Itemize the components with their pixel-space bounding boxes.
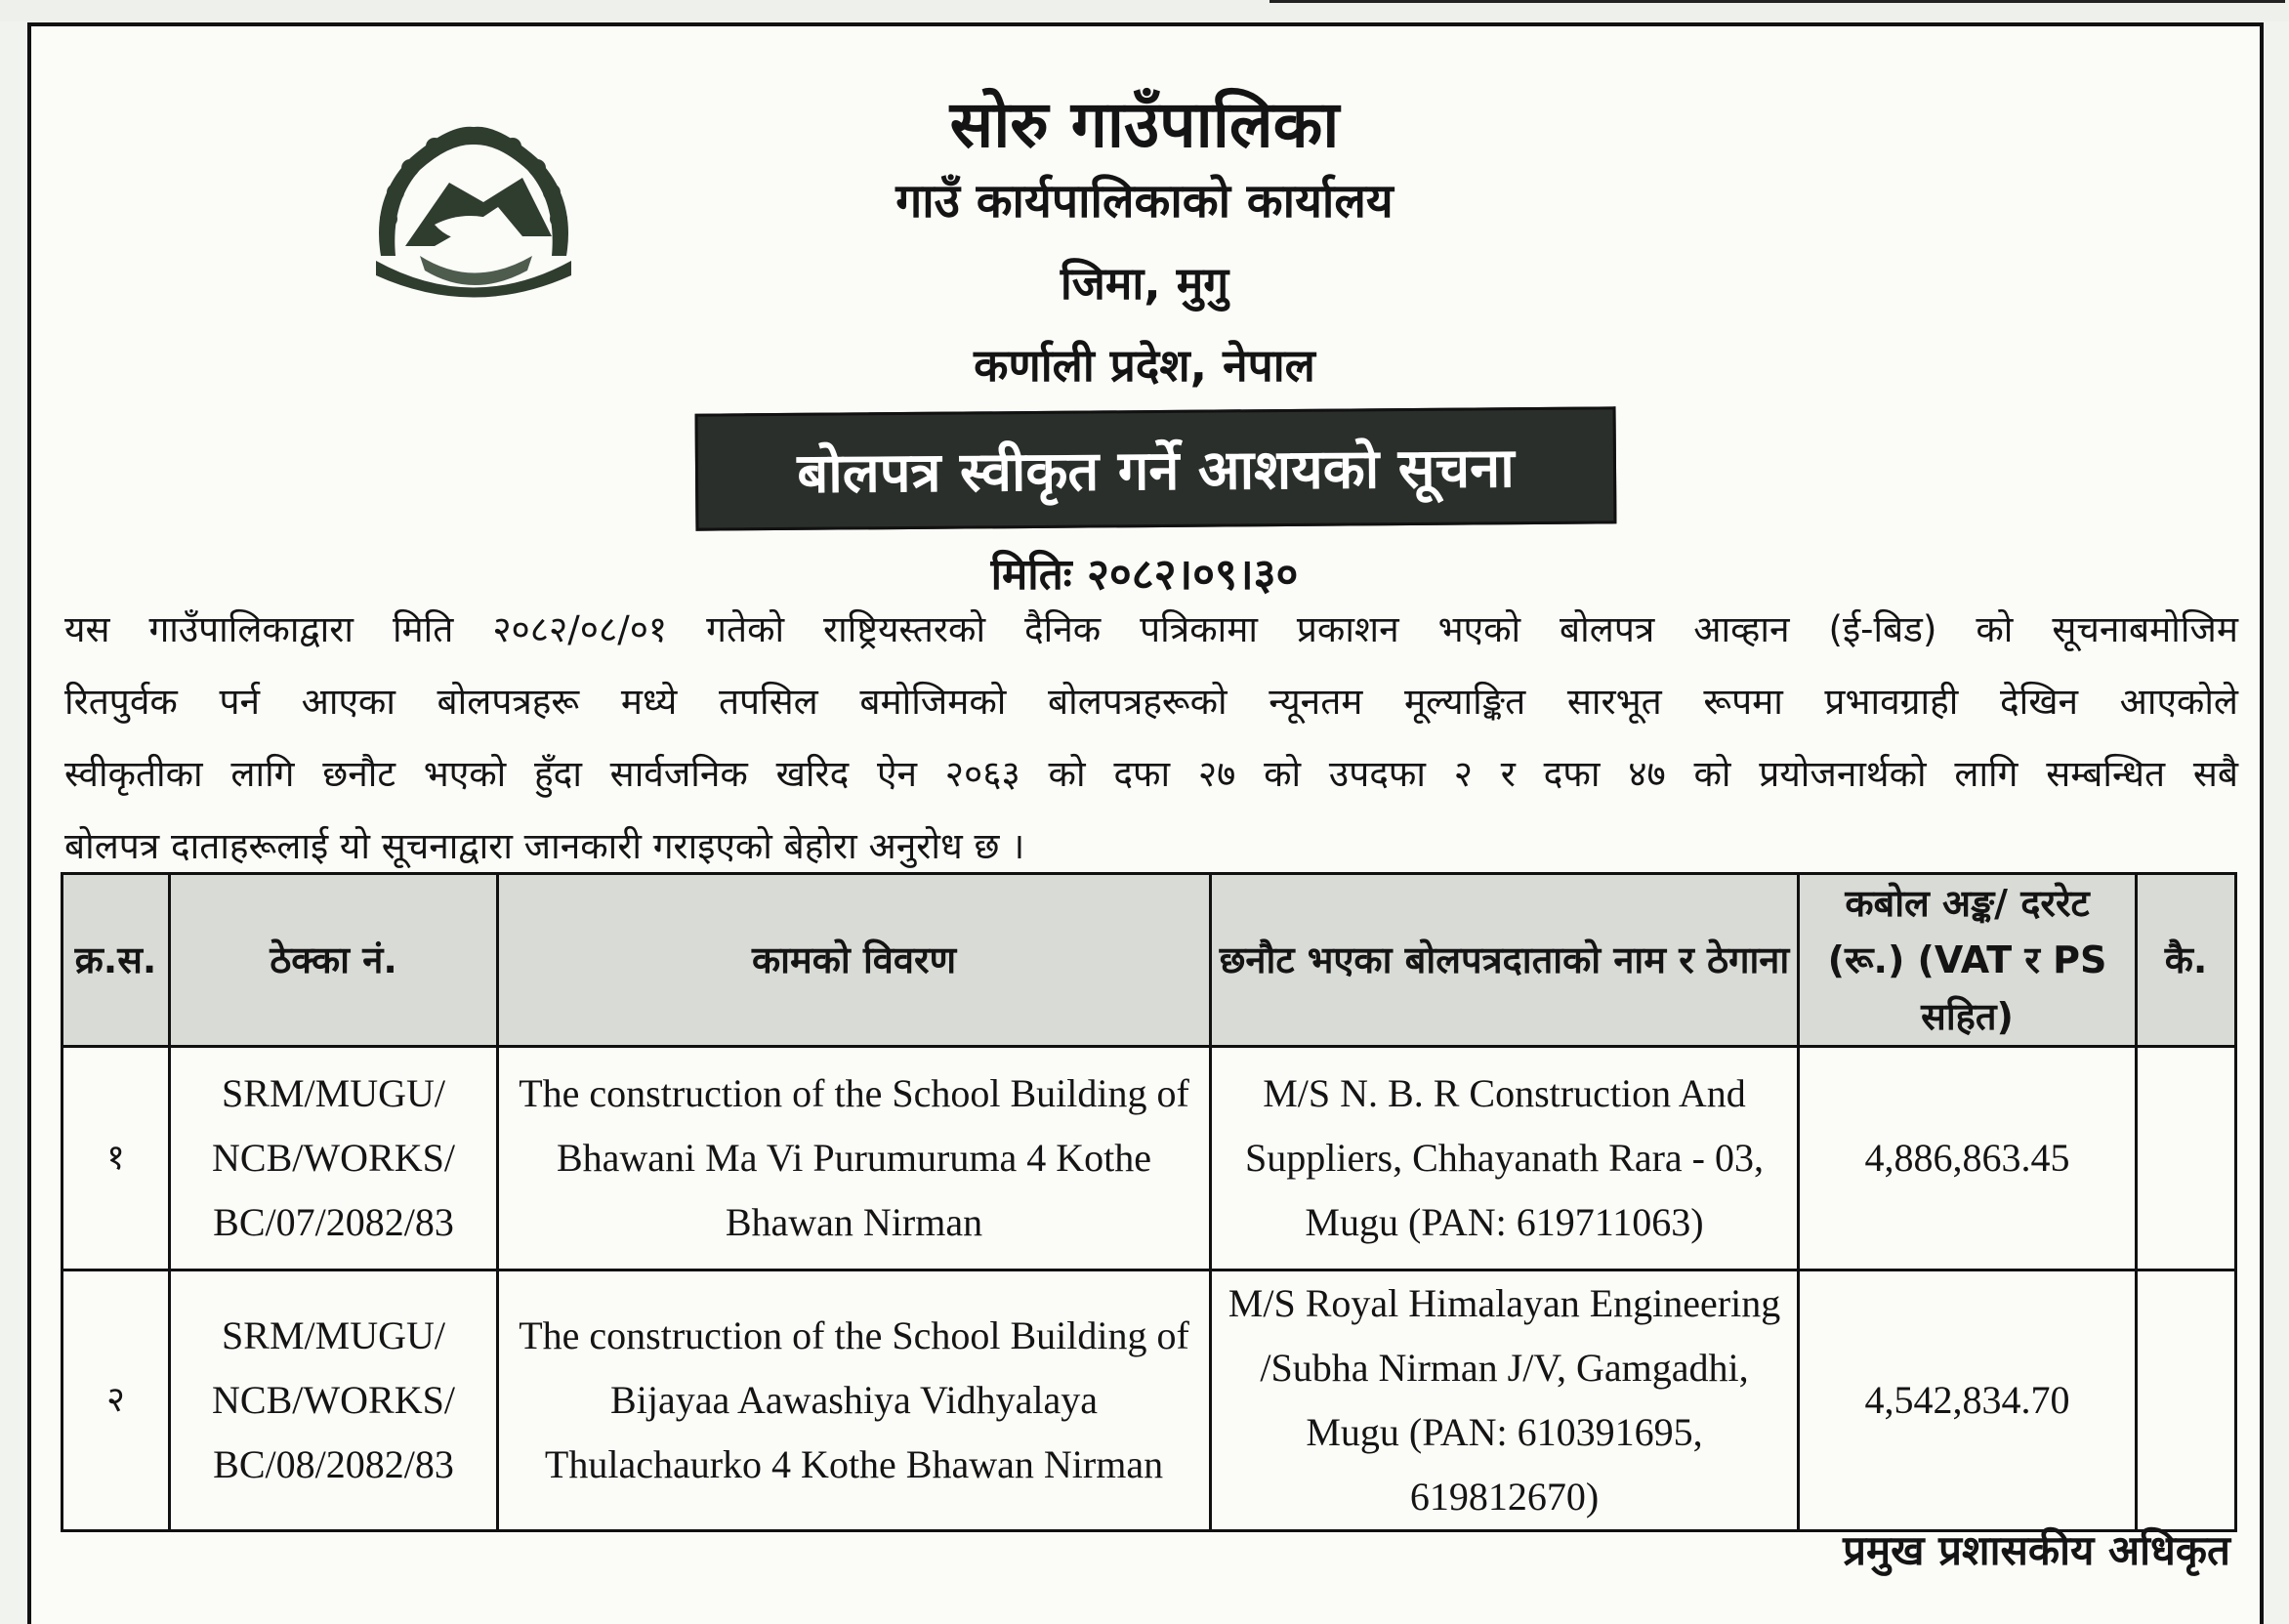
notice-body-line: रितपुर्वक पर्न आएका बोलपत्रहरू मध्ये तपसिल बमोजिमको बोलपत्रहरूको न्यूनतम मूल्याङ्कित सारभूत रूपमा प्रभावग्राही देखिन आएकोले xyxy=(64,681,2238,723)
header-amount: कबोल अङ्क/ दररेट (रू.) (VAT र PS सहित) xyxy=(1799,874,2137,1047)
header-sn: क्र.स. xyxy=(62,874,170,1047)
notice-title: बोलपत्र स्वीकृत गर्ने आशयको सूचना xyxy=(797,437,1515,506)
page-top-margin xyxy=(0,0,2289,21)
cell-work-description: The construction of the School Building of Bhawani Ma Vi Purumuruma 4 Kothe Bhawan Nirman xyxy=(498,1047,1211,1270)
cell-bidder: M/S N. B. R Construction And Suppliers, Chhayanath Rara - 03, Mugu (PAN: 619711063) xyxy=(1211,1047,1799,1270)
notice-body xyxy=(64,594,2238,883)
selected-bids-table xyxy=(61,872,2237,1532)
header-contract-no: ठेक्का नं. xyxy=(170,874,498,1047)
notice-body-line: स्वीकृतीका लागि छनौट भएको हुँदा सार्वजनिक खरिद ऐन २०६३ को दफा २७ को उपदफा २ र दफा ४७ को प्रयोजनार्थको लागि सम्बन्धित सबै xyxy=(64,753,2238,795)
header-work-description: कामको विवरण xyxy=(498,874,1211,1047)
header-bidder: छनौट भएका बोलपत्रदाताको नाम र ठेगाना xyxy=(1211,874,1799,1047)
cell-amount: 4,886,863.45 xyxy=(1799,1047,2137,1270)
table-row xyxy=(62,1270,2236,1531)
cell-sn: २ xyxy=(62,1270,170,1531)
header-remarks: कै. xyxy=(2137,874,2236,1047)
cell-contract-no: SRM/MUGU/ NCB/WORKS/ BC/08/2082/83 xyxy=(170,1270,498,1531)
table-header-row xyxy=(62,874,2236,1047)
cell-amount: 4,542,834.70 xyxy=(1799,1270,2137,1531)
notice-date: मितिः २०८२।०९।३० xyxy=(990,550,1299,600)
office-location: जिमा, मुगु xyxy=(1060,257,1229,310)
cell-work-description: The construction of the School Building of Bijayaa Aawashiya Vidhyalaya Thulachaurko 4 Kothe Bhawan Nirman xyxy=(498,1270,1211,1531)
cell-contract-no: SRM/MUGU/ NCB/WORKS/ BC/07/2082/83 xyxy=(170,1047,498,1270)
previous-notice-border xyxy=(1269,0,2285,3)
notice-body-line: बोलपत्र दाताहरूलाई यो सूचनाद्वारा जानकारी गराइएको बेहोरा अनुरोध छ । xyxy=(64,825,1025,867)
table-row xyxy=(62,1047,2236,1270)
office-name: गाउँ कार्यपालिकाको कार्यालय xyxy=(895,174,1394,229)
cell-remarks xyxy=(2137,1047,2236,1270)
cell-remarks xyxy=(2137,1270,2236,1531)
cell-bidder: M/S Royal Himalayan Engineering /Subha Nirman J/V, Gamgadhi, Mugu (PAN: 610391695, 619812670) xyxy=(1211,1270,1799,1531)
office-province: कर्णाली प्रदेश, नेपाल xyxy=(974,339,1315,392)
municipality-name: सोरु गाउँपालिका xyxy=(949,87,1340,162)
notice-body-line: यस गाउँपालिकाद्वारा मिति २०८२/०८/०१ गतेको राष्ट्रियस्तरको दैनिक पत्रिकामा प्रकाशन भएको बोलपत्र आव्हान (ई-बिड) को सूचनाबमोजिम xyxy=(64,608,2238,650)
cell-sn: १ xyxy=(62,1047,170,1270)
signatory-title: प्रमुख प्रशासकीय अधिकृत xyxy=(1843,1526,2230,1574)
notice-title-banner xyxy=(695,406,1617,530)
